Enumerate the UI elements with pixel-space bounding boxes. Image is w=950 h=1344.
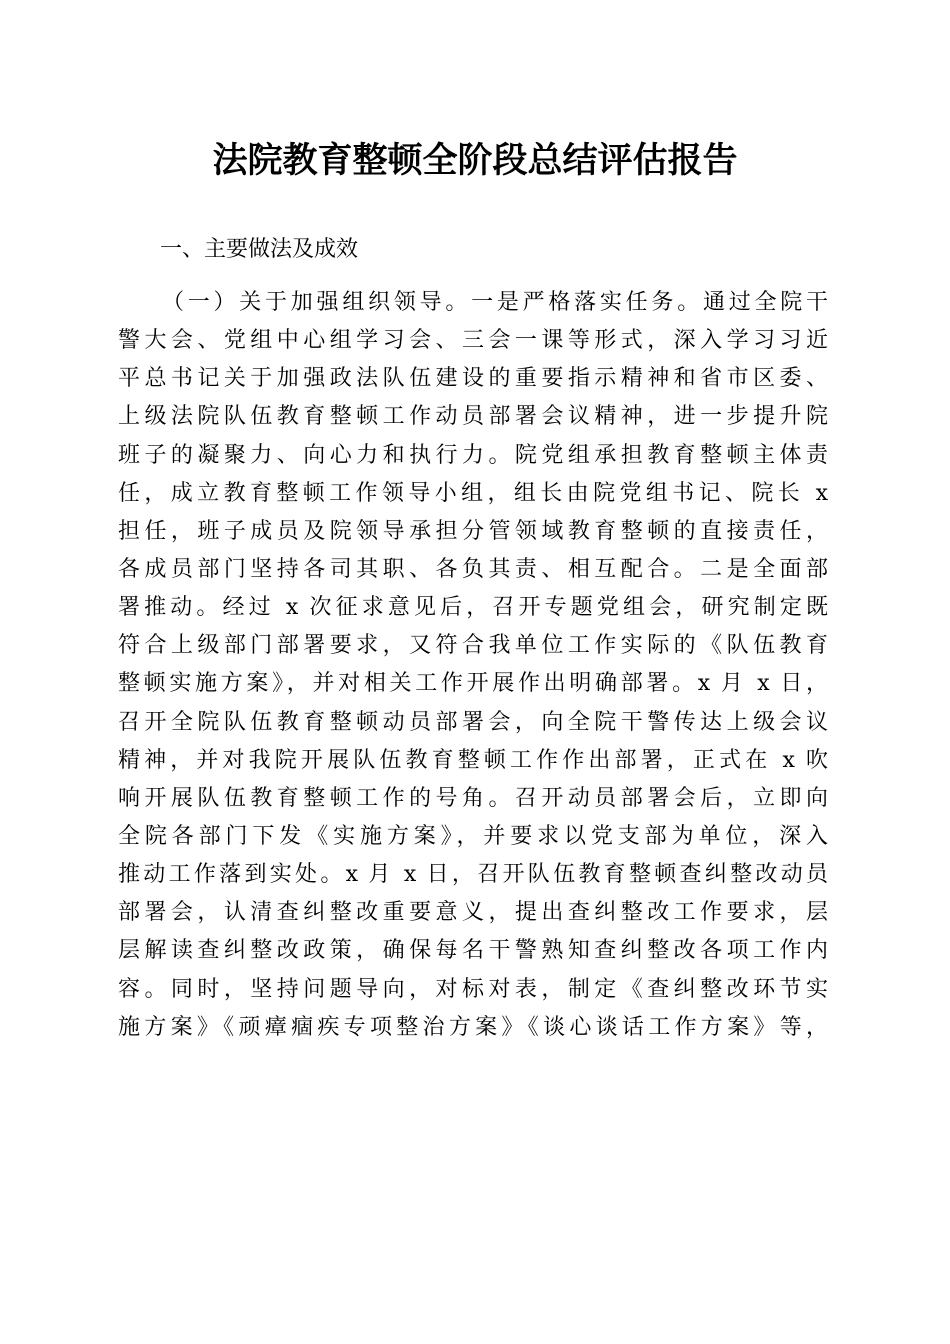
paragraph-line: 整顿实施方案》，并对相关工作开展作出明确部署。x 月 x 日， <box>118 671 828 697</box>
paragraph-line: 任，成立教育整顿工作领导小组，组长由院党组书记、院长 x <box>118 480 828 506</box>
paragraph-line: 精神，并对我院开展队伍教育整顿工作作出部署，正式在 x 吹 <box>118 747 828 773</box>
paragraph-line: 层解读查纠整改政策，确保每名干警熟知查纠整改各项工作内 <box>118 938 828 964</box>
paragraph-line: 各成员部门坚持各司其职、各负其责、相互配合。二是全面部 <box>118 556 828 582</box>
body-paragraph <box>118 284 828 1047</box>
paragraph-line: 全院各部门下发《实施方案》，并要求以党支部为单位，深入 <box>118 823 828 849</box>
paragraph-line: 担任，班子成员及院领导承担分管领域教育整顿的直接责任， <box>118 518 828 544</box>
document-title: 法院教育整顿全阶段总结评估报告 <box>212 140 738 181</box>
paragraph-line: 班子的凝聚力、向心力和执行力。院党组承担教育整顿主体责 <box>118 442 828 468</box>
paragraph-line: 警大会、党组中心组学习会、三会一课等形式，深入学习习近 <box>118 328 828 354</box>
paragraph-line: 署推动。经过 x 次征求意见后，召开专题党组会，研究制定既 <box>118 595 828 621</box>
paragraph-line: 平总书记关于加强政法队伍建设的重要指示精神和省市区委、 <box>118 366 828 392</box>
paragraph-line: 施方案》《顽瘴痼疾专项整治方案》《谈心谈话工作方案》等， <box>118 1014 828 1040</box>
paragraph-line: 符合上级部门部署要求，又符合我单位工作实际的《队伍教育 <box>118 633 828 659</box>
section-heading: 一、主要做法及成效 <box>160 237 359 262</box>
paragraph-line: 容。同时，坚持问题导向，对标对表，制定《查纠整改环节实 <box>118 976 828 1002</box>
paragraph-line: 推动工作落到实处。x 月 x 日，召开队伍教育整顿查纠整改动员 <box>118 862 828 888</box>
paragraph-line: 召开全院队伍教育整顿动员部署会，向全院干警传达上级会议 <box>118 709 828 735</box>
paragraph-line: 部署会，认清查纠整改重要意义，提出查纠整改工作要求，层 <box>118 900 828 926</box>
paragraph-line: （一）关于加强组织领导。一是严格落实任务。通过全院干 <box>162 290 828 315</box>
paragraph-line: 上级法院队伍教育整顿工作动员部署会议精神，进一步提升院 <box>118 404 828 430</box>
paragraph-line: 响开展队伍教育整顿工作的号角。召开动员部署会后，立即向 <box>118 785 828 811</box>
